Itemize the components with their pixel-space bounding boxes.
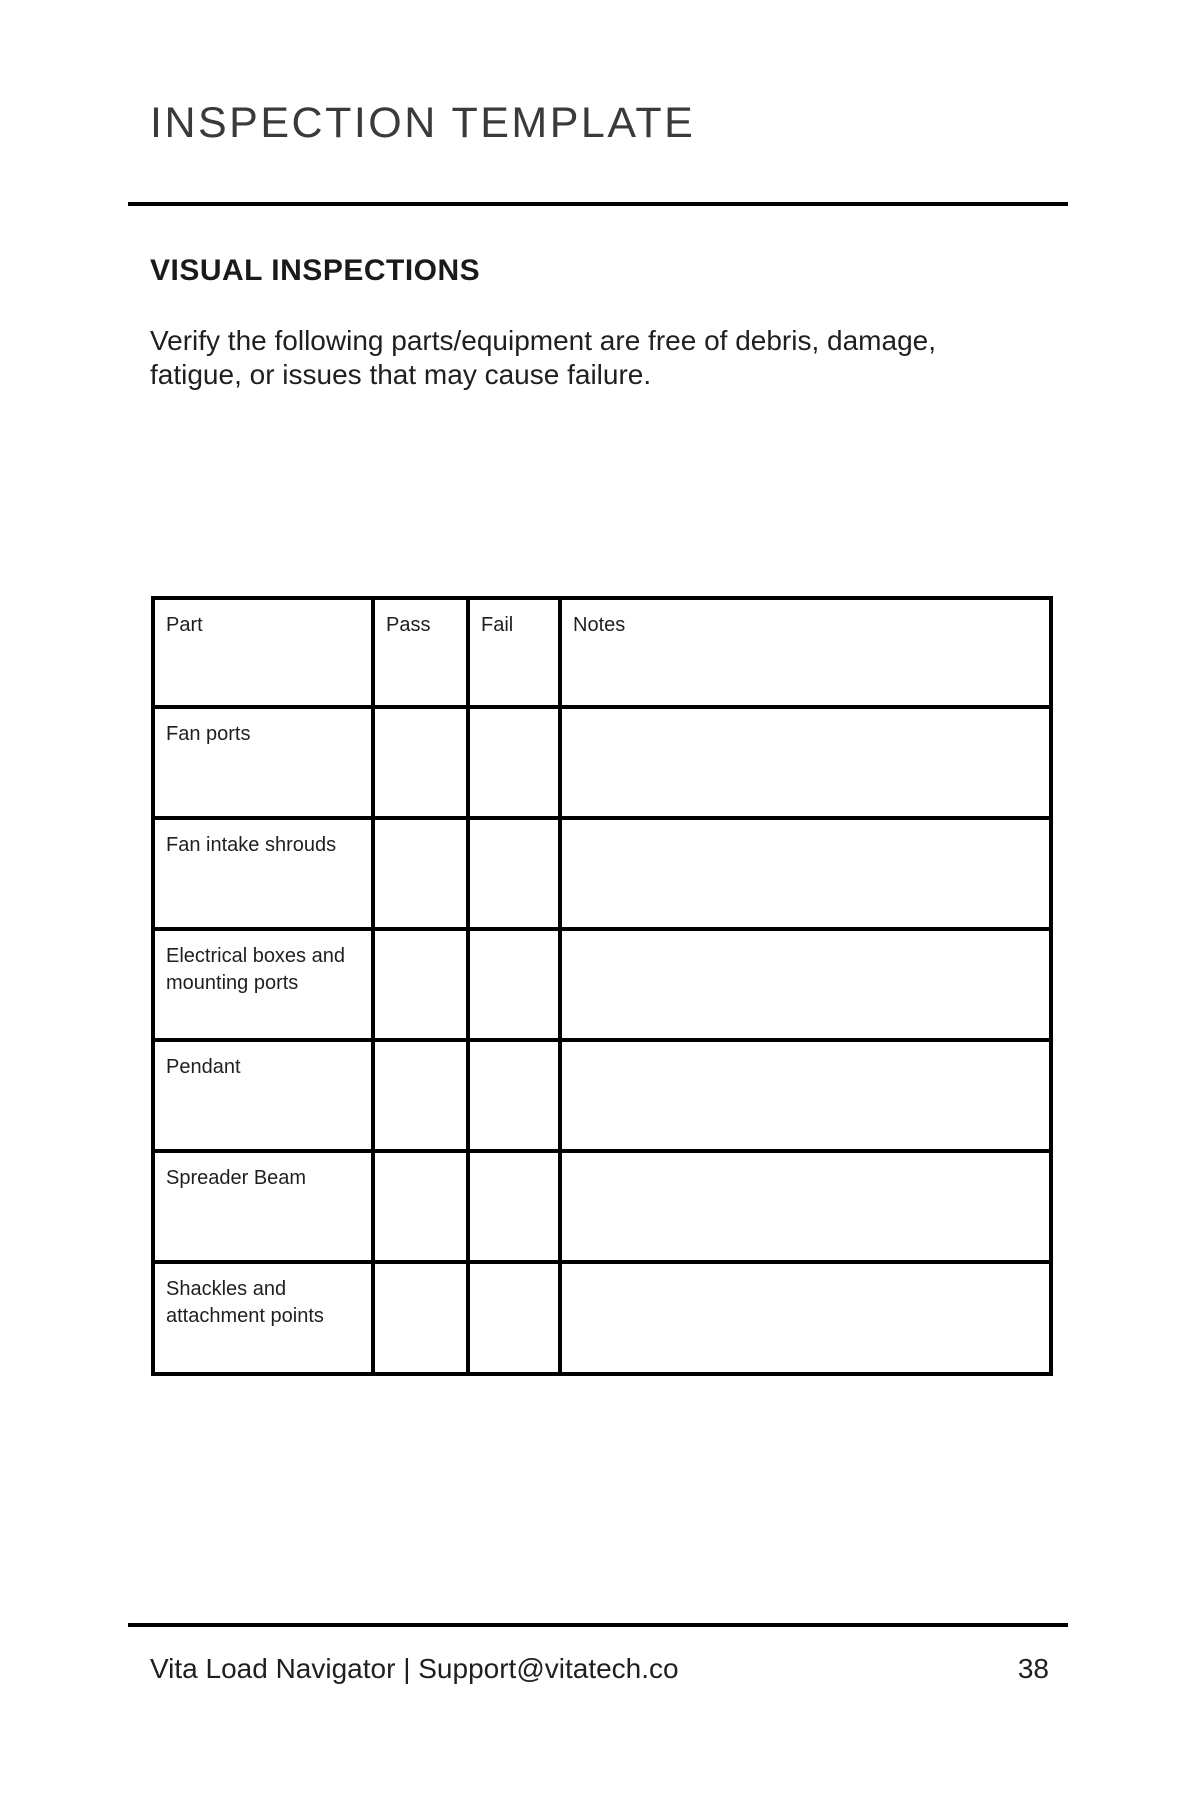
intro-line-1: Verify the following parts/equipment are free of debris, damage, <box>150 325 936 356</box>
notes-cell <box>560 1040 1051 1151</box>
pass-cell <box>373 1040 468 1151</box>
part-cell: Fan ports <box>153 707 373 818</box>
fail-cell <box>468 929 560 1040</box>
part-cell: Spreader Beam <box>153 1151 373 1262</box>
table-row <box>153 818 1051 929</box>
fail-cell <box>468 707 560 818</box>
notes-cell <box>560 707 1051 818</box>
table-row <box>153 1040 1051 1151</box>
header-divider <box>128 202 1068 206</box>
fail-cell <box>468 1040 560 1151</box>
table-header-row <box>153 598 1051 707</box>
part-cell: Shackles and attachment points <box>153 1262 373 1374</box>
notes-cell <box>560 1262 1051 1374</box>
pass-cell <box>373 818 468 929</box>
fail-cell <box>468 1262 560 1374</box>
part-cell: Electrical boxes and mounting ports <box>153 929 373 1040</box>
footer <box>150 1652 1049 1686</box>
pass-cell <box>373 929 468 1040</box>
footer-text: Vita Load Navigator | Support@vitatech.co <box>150 1653 679 1684</box>
section-heading: VISUAL INSPECTIONS <box>150 254 481 287</box>
column-header-pass: Pass <box>373 598 468 707</box>
pass-cell <box>373 707 468 818</box>
page-number: 38 <box>1017 1653 1049 1684</box>
notes-cell <box>560 818 1051 929</box>
fail-cell <box>468 818 560 929</box>
table-row <box>153 1151 1051 1262</box>
intro-paragraph <box>150 324 936 392</box>
footer-divider <box>128 1623 1068 1627</box>
page-title: INSPECTION TEMPLATE <box>150 99 696 147</box>
table-row <box>153 929 1051 1040</box>
pass-cell <box>373 1151 468 1262</box>
inspection-table <box>151 596 1053 1376</box>
part-cell: Fan intake shrouds <box>153 818 373 929</box>
intro-line-2: fatigue, or issues that may cause failure. <box>150 359 652 390</box>
notes-cell <box>560 929 1051 1040</box>
notes-cell <box>560 1151 1051 1262</box>
table-row <box>153 1262 1051 1374</box>
pass-cell <box>373 1262 468 1374</box>
part-cell: Pendant <box>153 1040 373 1151</box>
column-header-notes: Notes <box>560 598 1051 707</box>
column-header-part: Part <box>153 598 373 707</box>
fail-cell <box>468 1151 560 1262</box>
table-row <box>153 707 1051 818</box>
column-header-fail: Fail <box>468 598 560 707</box>
